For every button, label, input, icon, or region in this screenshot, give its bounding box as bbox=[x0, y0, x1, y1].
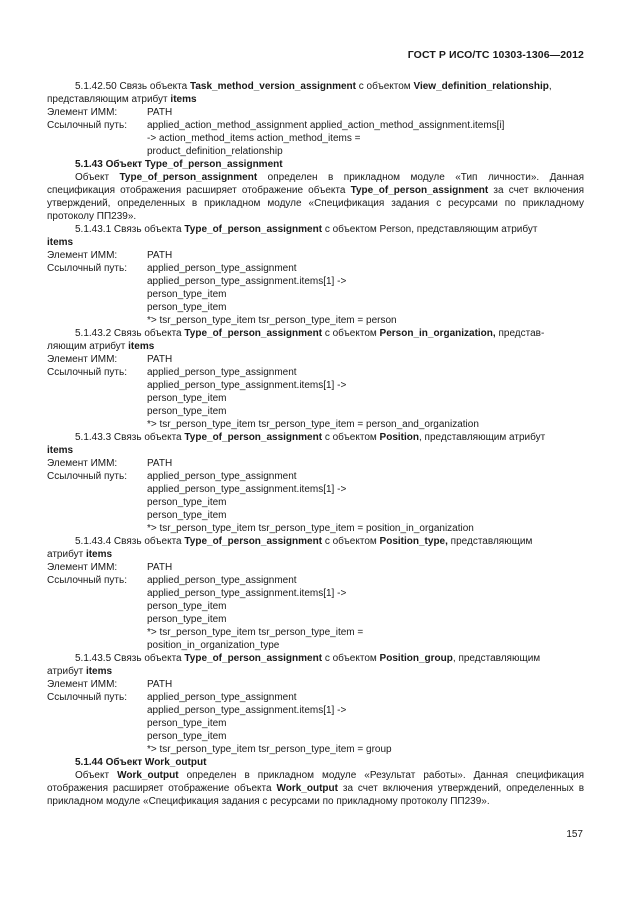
reference-path-row: Ссылочный путь: applied_person_type_assignment applied_person_type_assignment.items[1] -> person_type_item person_type_item *> tsr_person_type_item tsr_person_type_item = position_in_organization_type bbox=[47, 575, 364, 651]
section-5-1-43-paragraph: Объект Type_of_person_assignment определен в прикладном модуле «Тип личности». Данная спецификация отображения расширяет отображение объекта Type_of_person_assignment за счет включения утверждений, определенных в прикладном модуле «Спецификация задания с ресурсами по прикладному протоколу ПП239». bbox=[47, 172, 584, 222]
reference-path-row: Ссылочный путь: applied_person_type_assignment applied_person_type_assignment.items[1] -> person_type_item person_type_item *> tsr_person_type_item tsr_person_type_item = person_and_organization bbox=[47, 367, 479, 430]
reference-path-row: Ссылочный путь: applied_person_type_assignment applied_person_type_assignment.items[1] -> person_type_item person_type_item *> tsr_person_type_item tsr_person_type_item = group bbox=[47, 692, 392, 755]
mim-element-row: Элемент ИММ: PATH bbox=[47, 354, 173, 365]
section-5-1-43-heading: 5.1.43 Объект Type_of_person_assignment bbox=[75, 159, 283, 170]
section-5-1-43-1-title-cont: items bbox=[47, 237, 74, 248]
section-5-1-43-4-title-cont: атрибут items bbox=[47, 549, 113, 560]
page-number: 157 bbox=[566, 829, 583, 840]
section-5-1-43-3-title: 5.1.43.3 Связь объекта Type_of_person_assignment с объектом Position, представляющим атрибут bbox=[75, 432, 546, 443]
section-5-1-43-3-title-cont: items bbox=[47, 445, 74, 456]
document-header: ГОСТ Р ИСО/ТС 10303-1306—2012 bbox=[407, 49, 584, 61]
mim-element-row: Элемент ИММ: PATH bbox=[47, 458, 173, 469]
mim-element-row: Элемент ИММ: PATH bbox=[47, 250, 173, 261]
reference-path-row: Ссылочный путь: applied_person_type_assignment applied_person_type_assignment.items[1] -> person_type_item person_type_item *> tsr_person_type_item tsr_person_type_item = position_in_organization bbox=[47, 471, 474, 534]
mim-element-row: Элемент ИММ: PATH bbox=[47, 107, 173, 118]
section-5-1-43-2-title-cont: ляющим атрибут items bbox=[47, 341, 155, 352]
mim-element-row: Элемент ИММ: PATH bbox=[47, 562, 173, 573]
section-5-1-43-2-title: 5.1.43.2 Связь объекта Type_of_person_assignment с объектом Person_in_organization, представ- bbox=[75, 328, 545, 339]
section-5-1-42-50-title: 5.1.42.50 Связь объекта Task_method_version_assignment с объектом View_definition_relationship, bbox=[75, 81, 552, 92]
section-5-1-43-5-title: 5.1.43.5 Связь объекта Type_of_person_assignment с объектом Position_group, представляющим bbox=[75, 653, 541, 664]
page-content bbox=[47, 80, 584, 808]
section-5-1-42-50-title-cont: представляющим атрибут items bbox=[47, 94, 197, 105]
mim-element-row: Элемент ИММ: PATH bbox=[47, 679, 173, 690]
reference-path-row: Ссылочный путь: applied_person_type_assignment applied_person_type_assignment.items[1] -> person_type_item person_type_item *> tsr_person_type_item tsr_person_type_item = person bbox=[47, 263, 397, 326]
section-5-1-43-5-title-cont: атрибут items bbox=[47, 666, 113, 677]
section-5-1-43-1-title: 5.1.43.1 Связь объекта Type_of_person_assignment с объектом Person, представляющим атрибут bbox=[75, 224, 538, 235]
section-5-1-44-paragraph: Объект Work_output определен в прикладном модуле «Результат работы». Данная спецификация отображения расширяет отображение объекта Work_output за счет включения утверждений, определенных в прикладном модуле «Спецификация задания с ресурсами по прикладному протоколу ПП239». bbox=[47, 770, 585, 807]
reference-path-row: Ссылочный путь: applied_action_method_assignment applied_action_method_assignment.items[i] -> action_method_items action_method_items = product_definition_relationship bbox=[47, 120, 505, 157]
section-5-1-43-4-title: 5.1.43.4 Связь объекта Type_of_person_assignment с объектом Position_type, представляющим bbox=[75, 536, 533, 547]
section-5-1-44-heading: 5.1.44 Объект Work_output bbox=[75, 757, 207, 768]
